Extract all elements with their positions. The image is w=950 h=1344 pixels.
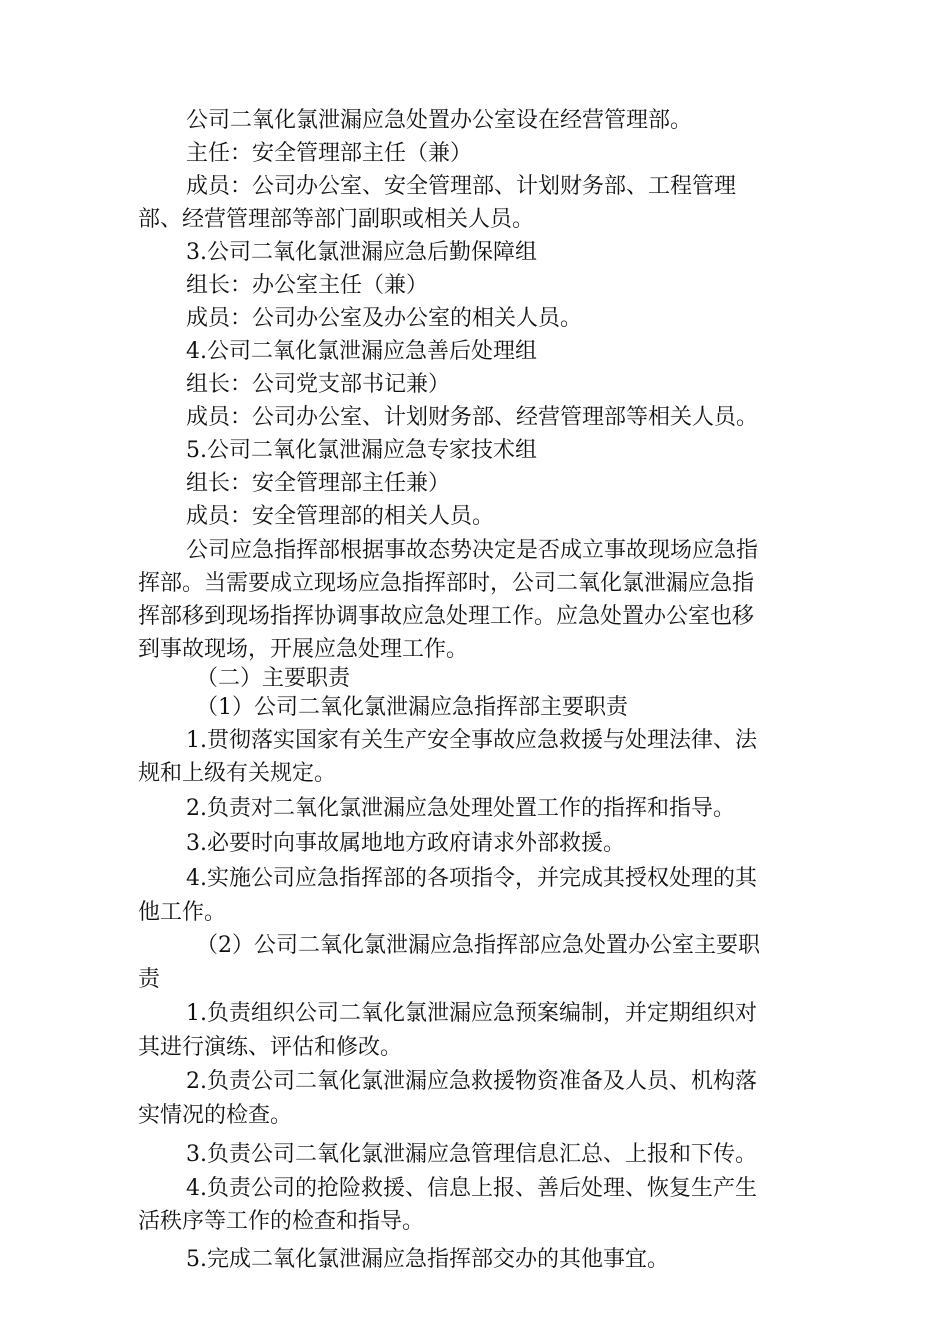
paragraph-line: 部、经营管理部等部门副职或相关人员。 bbox=[138, 207, 535, 232]
section-heading: （1）公司二氧化氯泄漏应急指挥部主要职责 bbox=[196, 695, 628, 720]
paragraph-line: 5.完成二氧化氯泄漏应急指挥部交办的其他事宜。 bbox=[186, 1247, 669, 1272]
paragraph-line: 成员：安全管理部的相关人员。 bbox=[186, 504, 495, 529]
paragraph-line: 2.负责对二氧化氯泄漏应急处理处置工作的指挥和指导。 bbox=[186, 796, 735, 821]
paragraph-line: 4.实施公司应急指挥部的各项指令，并完成其授权处理的其 bbox=[186, 866, 757, 891]
section-heading: （2）公司二氧化氯泄漏应急指挥部应急处置办公室主要职 bbox=[196, 933, 760, 958]
paragraph-line: 主任：安全管理部主任（兼） bbox=[186, 141, 473, 166]
paragraph-line: 3.负责公司二氧化氯泄漏应急管理信息汇总、上报和下传。 bbox=[186, 1142, 757, 1167]
paragraph-line: 成员：公司办公室、计划财务部、经营管理部等相关人员。 bbox=[186, 405, 759, 430]
paragraph-line: 其进行演练、评估和修改。 bbox=[138, 1035, 403, 1060]
paragraph-line: 规和上级有关规定。 bbox=[138, 761, 337, 786]
section-heading: （二）主要职责 bbox=[196, 666, 351, 691]
paragraph-line: 成员：公司办公室及办公室的相关人员。 bbox=[186, 306, 583, 331]
paragraph-line: 成员：公司办公室、安全管理部、计划财务部、工程管理 bbox=[186, 174, 737, 199]
paragraph-line: 1.负责组织公司二氧化氯泄漏应急预案编制，并定期组织对 bbox=[186, 1001, 757, 1026]
paragraph-line: 3.必要时向事故属地地方政府请求外部救援。 bbox=[186, 831, 625, 856]
paragraph-line: 1.贯彻落实国家有关生产安全事故应急救援与处理法律、法 bbox=[186, 728, 757, 753]
paragraph-line: 挥部移到现场指挥协调事故应急处理工作。应急处置办公室也移 bbox=[138, 604, 755, 629]
paragraph-line: 活秩序等工作的检查和指导。 bbox=[138, 1209, 425, 1234]
paragraph-line: 他工作。 bbox=[138, 900, 227, 925]
paragraph-line: 公司应急指挥部根据事故态势决定是否成立事故现场应急指 bbox=[186, 538, 759, 563]
section-heading: 3.公司二氧化氯泄漏应急后勤保障组 bbox=[186, 240, 537, 265]
paragraph-line: 实情况的检查。 bbox=[138, 1103, 293, 1128]
paragraph-line: 4.负责公司的抢险救援、信息上报、善后处理、恢复生产生 bbox=[186, 1176, 757, 1201]
section-heading: 责 bbox=[138, 967, 161, 992]
paragraph-line: 组长：办公室主任（兼） bbox=[186, 273, 429, 298]
paragraph-line: 组长：安全管理部主任兼） bbox=[186, 471, 451, 496]
paragraph-line: 组长：公司党支部书记兼） bbox=[186, 372, 451, 397]
section-heading: 4.公司二氧化氯泄漏应急善后处理组 bbox=[186, 339, 537, 364]
paragraph-line: 公司二氧化氯泄漏应急处置办公室设在经营管理部。 bbox=[186, 108, 693, 133]
paragraph-line: 挥部。当需要成立现场应急指挥部时，公司二氧化氯泄漏应急指 bbox=[138, 571, 755, 596]
paragraph-line: 到事故现场，开展应急处理工作。 bbox=[138, 637, 469, 662]
section-heading: 5.公司二氧化氯泄漏应急专家技术组 bbox=[186, 438, 537, 463]
paragraph-line: 2.负责公司二氧化氯泄漏应急救援物资准备及人员、机构落 bbox=[186, 1069, 757, 1094]
